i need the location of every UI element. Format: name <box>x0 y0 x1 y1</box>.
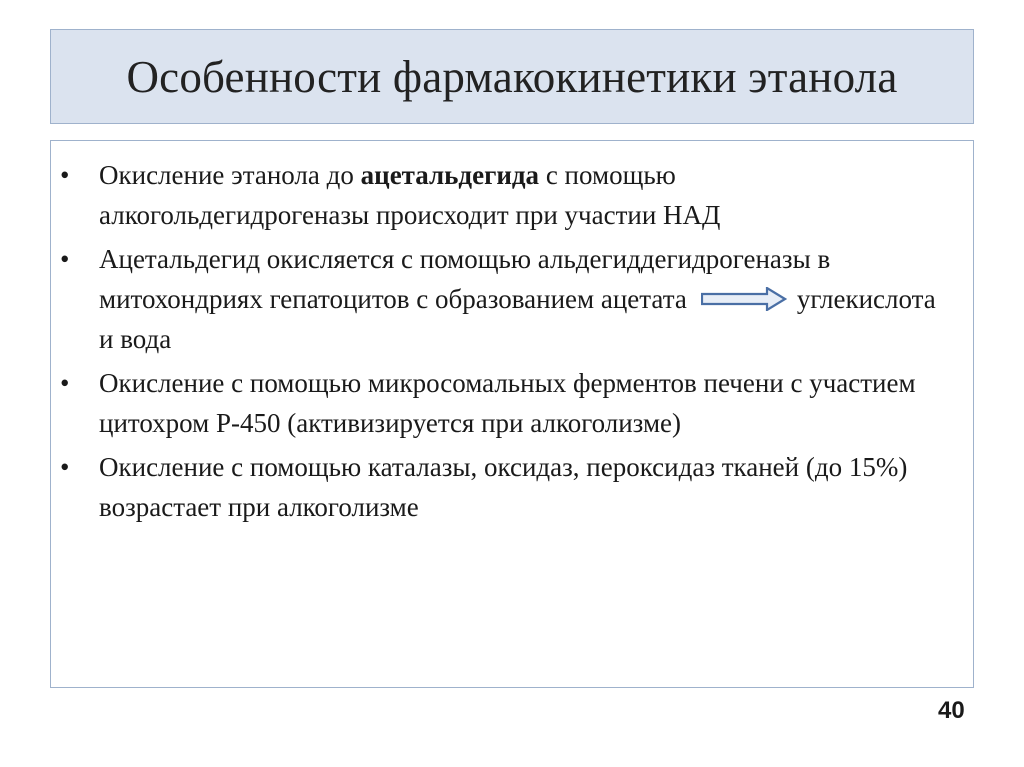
bullet-item-1 <box>51 155 973 235</box>
content-box <box>50 140 974 688</box>
right-arrow-icon <box>701 287 787 311</box>
bullet-item-2 <box>51 239 973 359</box>
bullet-item-3 <box>51 363 973 443</box>
page-number: 40 <box>938 697 965 724</box>
bullet-1-text-end: с помощью алкогольдегидрогеназы происходит при участии НАД <box>99 160 721 230</box>
bullet-4-text: Окисление с помощью каталазы, оксидаз, пероксидаз тканей (до 15%) возрастает при алкоголизме <box>99 452 908 522</box>
bullet-list <box>51 155 973 531</box>
title-box <box>50 29 974 124</box>
bullet-3-text: Окисление с помощью микросомальных ферментов печени с участием цитохром Р-450 (активизируется при алкоголизме) <box>99 368 916 438</box>
slide-title: Особенности фармакокинетики этанола <box>126 51 898 102</box>
bullet-1-bold-term: ацетальдегида <box>360 160 540 190</box>
bullet-2-text-start: Ацетальдегид окисляется с помощью альдегиддегидрогеназы в митохондриях гепатоцитов с образованием ацетата <box>99 244 831 314</box>
bullet-item-4 <box>51 447 973 527</box>
bullet-1-text-start: Окисление этанола до <box>99 160 361 190</box>
bullet-2-text-end: углекислота и вода <box>99 284 936 354</box>
